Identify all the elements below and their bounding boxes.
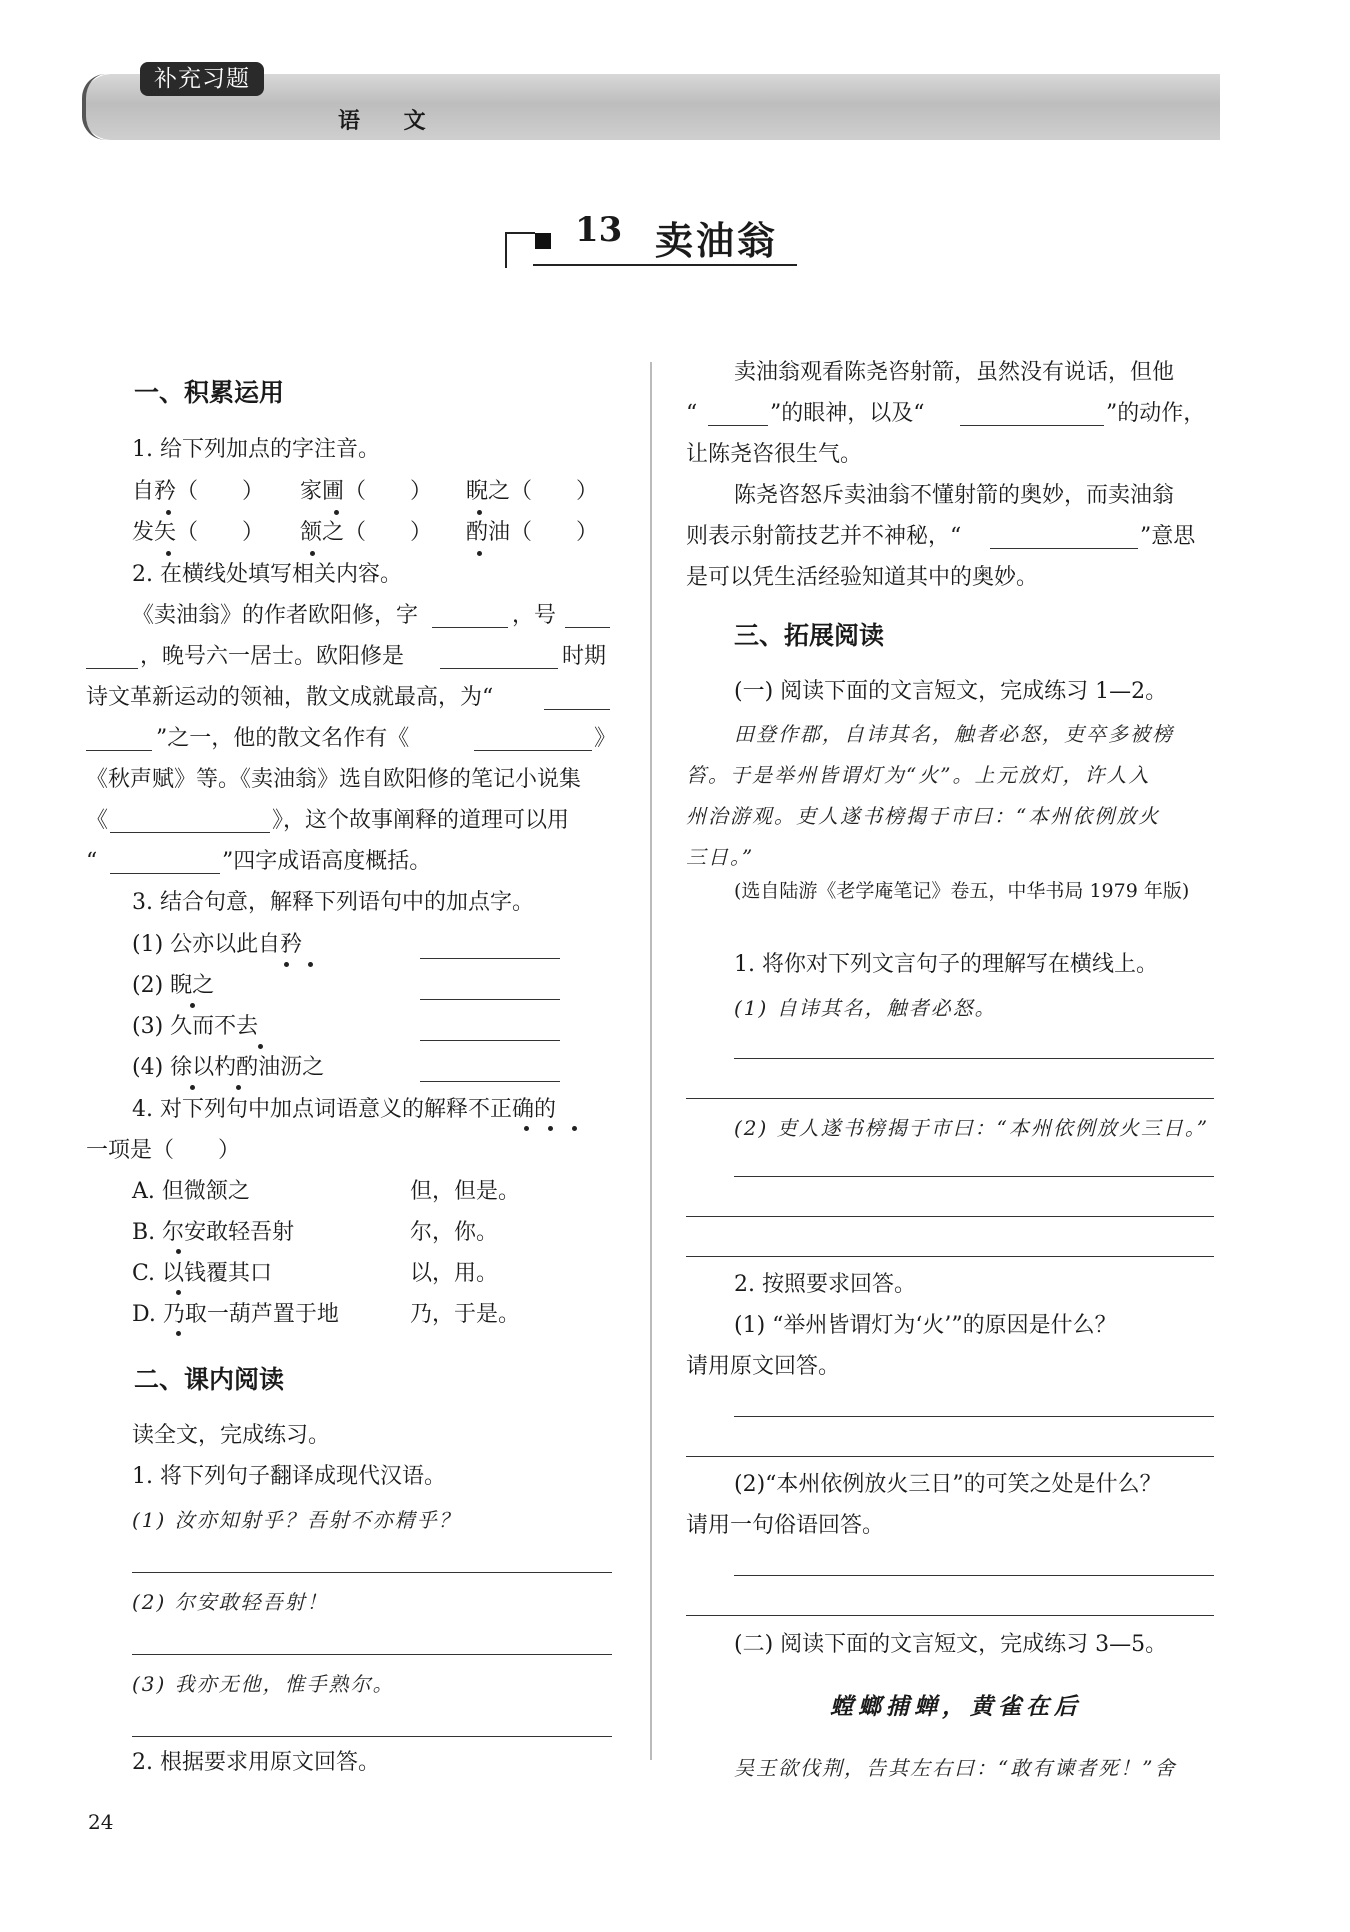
answer-line[interactable] (420, 958, 560, 959)
fill-text: 《卖油翁》的作者欧阳修，字 (132, 603, 419, 628)
emphasis-dot (176, 1331, 181, 1336)
answer-paragraph: ”的动作， (1106, 401, 1206, 426)
answer-paragraph: 让陈尧咨很生气。 (686, 442, 863, 467)
answer-line[interactable] (132, 1654, 612, 1655)
fill-text: 》 (594, 726, 617, 751)
emphasis-dot (308, 962, 313, 967)
pinyin-item: 家圃（ ） (300, 479, 433, 504)
blank-line[interactable] (110, 832, 270, 833)
answer-paragraph: ”意思 (1140, 524, 1196, 549)
emphasis-dot (310, 551, 315, 556)
emphasis-dot (190, 1085, 195, 1090)
pinyin-item: 酌油（ ） (466, 520, 599, 545)
subject-label: 语 文 (338, 108, 444, 134)
answer-line[interactable] (734, 1575, 1214, 1576)
lesson-title-block (505, 210, 797, 264)
lesson-number: 13 (575, 210, 623, 250)
emphasis-dot (236, 1085, 241, 1090)
emphasis-dot (477, 510, 482, 515)
option-answer: 以，用。 (410, 1261, 499, 1286)
column-divider (650, 362, 652, 1760)
answer-line[interactable] (420, 1040, 560, 1041)
reading-question-2: 2. 根据要求用原文回答。 (132, 1750, 380, 1775)
pinyin-item: 自矜（ ） (132, 479, 265, 504)
blank-line[interactable] (86, 668, 138, 669)
passage-line: 田登作郡，自讳其名，触者必怒，吏卒多被榜 (734, 722, 1174, 746)
answer-prompt: 请用一句俗语回答。 (686, 1513, 885, 1538)
blank-line[interactable] (474, 750, 592, 751)
answer-line[interactable] (686, 1456, 1214, 1457)
emphasis-dot (548, 1126, 553, 1131)
answer-prompt: (1) “举州皆谓灯为‘火’”的原因是什么？ (734, 1313, 1117, 1338)
blank-line[interactable] (960, 425, 1104, 426)
explain-item: (1) 公亦以此自矜 (132, 932, 303, 957)
passage-line: 笞。于是举州皆谓灯为“火”。上元放灯，许人入 (686, 763, 1151, 787)
question-4-cont: 一项是（ ） (86, 1138, 241, 1163)
emphasis-dot (334, 510, 339, 515)
fill-text: ，晚号六一居士。欧阳修是 (140, 644, 405, 669)
passage-line: 吴王欲伐荆，告其左右曰：“敢有谏者死！”舍 (734, 1756, 1177, 1780)
answer-paragraph: “ (686, 401, 698, 426)
explain-item: (2) 睨之 (132, 973, 215, 998)
option-answer: 但，但是。 (410, 1179, 521, 1204)
blank-line[interactable] (544, 709, 610, 710)
title-bracket (505, 232, 535, 268)
answer-paragraph: 卖油翁观看陈尧咨射箭，虽然没有说话，但他 (734, 360, 1175, 385)
read-instruction: 读全文，完成练习。 (132, 1423, 331, 1448)
exercise-instruction: (一) 阅读下面的文言短文，完成练习 1—2。 (734, 679, 1168, 704)
option-answer: 乃，于是。 (410, 1302, 521, 1327)
fill-text: ”之一，他的散文名作有《 (156, 726, 410, 751)
fill-text: 《 (86, 808, 109, 833)
fill-text: “ (86, 849, 98, 874)
option-text: B. 尔安敢轻吾射 (132, 1220, 295, 1245)
passage-line: 州治游观。吏人遂书榜揭于市曰：“本州依例放火 (686, 804, 1161, 828)
option-answer: 尔，你。 (410, 1220, 499, 1245)
answer-line[interactable] (686, 1216, 1214, 1217)
title-square-icon (535, 233, 551, 249)
passage-line: 三日。” (686, 845, 755, 869)
question-2: 2. 在横线处填写相关内容。 (132, 562, 402, 587)
fill-text: 《秋声赋》等。《卖油翁》选自欧阳修的笔记小说集 (86, 767, 582, 792)
option-text: A. 但微颔之 (132, 1179, 250, 1204)
lesson-title: 卖油翁 (655, 218, 779, 263)
answer-paragraph: 陈尧咨怒斥卖油翁不懂射箭的奥妙，而卖油翁 (734, 483, 1175, 508)
translate-item: (3) 我亦无他，惟手熟尔。 (132, 1672, 395, 1696)
blank-line[interactable] (440, 668, 558, 669)
option-text: D. 乃取一葫芦置于地 (132, 1302, 339, 1327)
fill-text: 》，这个故事阐释的道理可以用 (272, 808, 570, 833)
exercise-instruction: (二) 阅读下面的文言短文，完成练习 3—5。 (734, 1632, 1168, 1657)
fill-text: 诗文革新运动的领袖，散文成就最高，为“ (86, 685, 494, 710)
fill-text: ，号 (512, 603, 557, 628)
answer-line[interactable] (420, 999, 560, 1000)
section-heading-1: 一、积累运用 (134, 378, 285, 407)
pinyin-item: 颔之（ ） (300, 520, 433, 545)
emphasis-dot (477, 551, 482, 556)
fill-text: 时期 (562, 644, 607, 669)
emphasis-dot (524, 1126, 529, 1131)
emphasis-dot (166, 510, 171, 515)
blank-line[interactable] (432, 627, 508, 628)
answer-line[interactable] (734, 1176, 1214, 1177)
answer-line[interactable] (420, 1081, 560, 1082)
answer-prompt: 请用原文回答。 (686, 1354, 841, 1379)
extension-question-1: 1. 将你对下列文言句子的理解写在横线上。 (734, 952, 1158, 977)
emphasis-dot (572, 1126, 577, 1131)
blank-line[interactable] (86, 750, 152, 751)
emphasis-dot (258, 1044, 263, 1049)
section-heading-2: 二、课内阅读 (134, 1365, 285, 1394)
blank-line[interactable] (990, 548, 1138, 549)
answer-line[interactable] (734, 1416, 1214, 1417)
answer-paragraph: ”的眼神，以及“ (770, 401, 925, 426)
explain-item: (3) 久而不去 (132, 1014, 259, 1039)
pinyin-item: 发矢（ ） (132, 520, 265, 545)
answer-prompt: (2)“本州依例放火三日”的可笑之处是什么？ (734, 1472, 1162, 1497)
passage-title: 螳螂捕蝉，黄雀在后 (830, 1693, 1082, 1720)
emphasis-dot (176, 1249, 181, 1254)
extension-question-2: 2. 按照要求回答。 (734, 1272, 916, 1297)
fill-text: ”四字成语高度概括。 (222, 849, 432, 874)
understanding-item: (2) 吏人遂书榜揭于市曰：“本州依例放火三日。” (734, 1116, 1210, 1140)
answer-line[interactable] (132, 1572, 612, 1573)
emphasis-dot (166, 551, 171, 556)
answer-line[interactable] (734, 1058, 1214, 1059)
answer-line[interactable] (686, 1098, 1214, 1099)
question-1: 1. 给下列加点的字注音。 (132, 437, 380, 462)
emphasis-dot (284, 962, 289, 967)
pinyin-item: 睨之（ ） (466, 479, 599, 504)
understanding-item: (1) 自讳其名，触者必怒。 (734, 996, 997, 1020)
question-3: 3. 结合句意，解释下列语句中的加点字。 (132, 890, 534, 915)
answer-paragraph: 是可以凭生活经验知道其中的奥妙。 (686, 565, 1039, 590)
blank-line[interactable] (565, 627, 610, 628)
section-heading-3: 三、拓展阅读 (734, 621, 885, 650)
passage-source: (选自陆游《老学庵笔记》卷五，中华书局 1979 年版) (734, 880, 1190, 902)
answer-line[interactable] (132, 1736, 612, 1737)
translate-item: (2) 尔安敢轻吾射！ (132, 1590, 329, 1614)
answer-line[interactable] (686, 1615, 1214, 1616)
answer-line[interactable] (686, 1256, 1214, 1257)
page-number: 24 (88, 1810, 114, 1834)
blank-line[interactable] (708, 425, 768, 426)
reading-question-1: 1. 将下列句子翻译成现代汉语。 (132, 1464, 446, 1489)
answer-paragraph: 则表示射箭技艺并不神秘，“ (686, 524, 962, 549)
option-text: C. 以钱覆其口 (132, 1261, 273, 1286)
translate-item: (1) 汝亦知射乎？吾射不亦精乎？ (132, 1508, 461, 1532)
emphasis-dot (176, 1290, 181, 1295)
blank-line[interactable] (110, 873, 220, 874)
explain-item: (4) 徐以杓酌油沥之 (132, 1055, 325, 1080)
series-tab: 补充习题 (140, 62, 264, 96)
question-4: 4. 对下列句中加点词语意义的解释不正确的 (132, 1097, 556, 1122)
emphasis-dot (190, 1003, 195, 1008)
title-underline (533, 264, 797, 266)
